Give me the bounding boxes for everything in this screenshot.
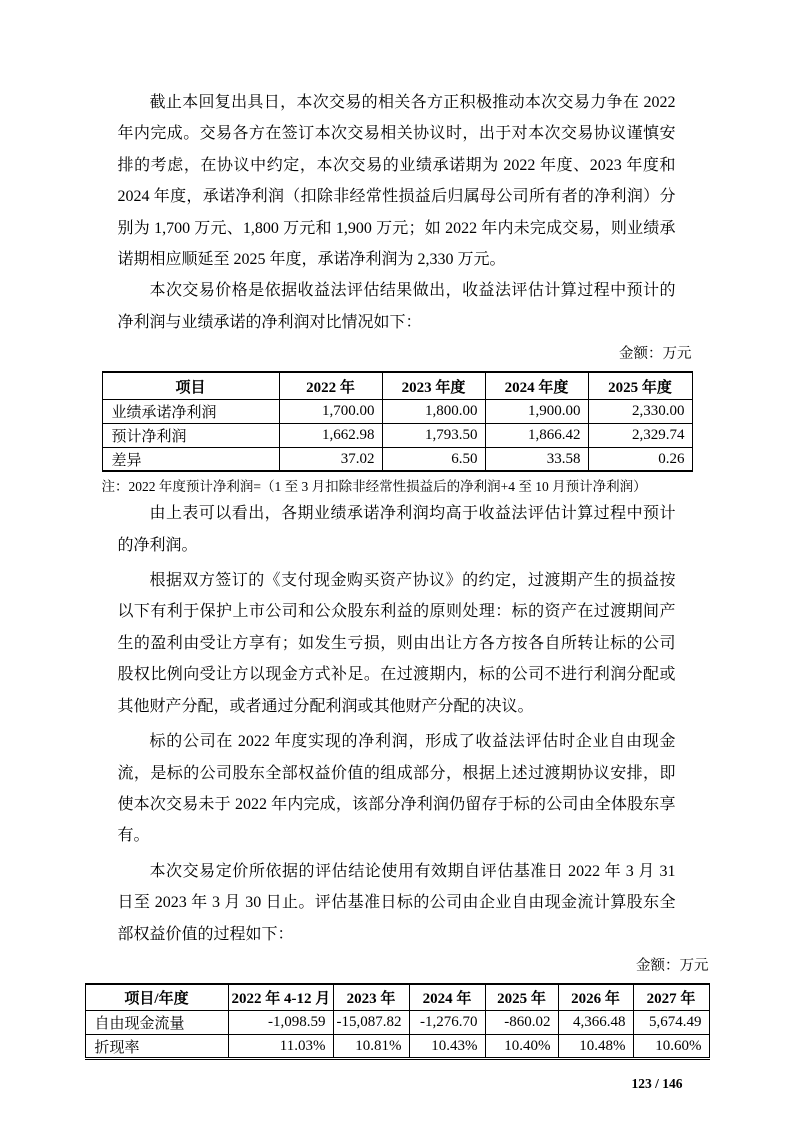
paragraph-price-basis: 本次交易价格是依据收益法评估结果做出，收益法评估计算过程中预计的净利润与业绩承诺的净利润对比情况如下： [117, 282, 676, 331]
table1-header-cell: 项目 [102, 372, 279, 399]
table1-row [102, 423, 692, 447]
paragraph-table-conclusion: 由上表可以看出，各期业绩承诺净利润均高于收益法评估计算过程中预计的净利润。 [117, 505, 676, 554]
paragraph-transition-period-terms: 根据双方签订的《支付现金购买资产协议》的约定，过渡期产生的损益按以下有利于保护上市公司和公众股东利益的原则处理：标的资产在过渡期间产生的盈利由受让方享有；如发生亏损，则由出让方各方按各自所转让标的公司股权比例向受让方以现金方式补足。在过渡期内，标的公司不进行利润分配或其他财产分配，或者通过分配利润或其他财产分配的决议。 [117, 572, 676, 715]
table1-row [102, 447, 692, 471]
table2-row-label: 折现率 [85, 1035, 228, 1059]
table1-cell-value: 2,330.00 [588, 399, 692, 423]
table2-cell-value: -860.02 [485, 1011, 558, 1035]
table2-header-cell: 2023 年 [333, 984, 409, 1011]
table2-cell-value: 5,674.49 [633, 1011, 709, 1035]
table1-cell-value: 1,700.00 [279, 399, 382, 423]
table2-cell-value: 11.03% [228, 1035, 333, 1059]
table2-header-cell: 项目/年度 [85, 984, 228, 1011]
table1-row-label: 差异 [102, 447, 279, 471]
table1-cell-value: 1,900.00 [485, 399, 588, 423]
free-cashflow-table [85, 983, 710, 1061]
table1-row-label: 预计净利润 [102, 423, 279, 447]
table2-cell-value: 10.43% [409, 1035, 485, 1059]
paragraph-valuation-validity: 本次交易定价所依据的评估结论使用有效期自评估基准日 2022 年 3 月 31 日至 2023 年 3 月 30 日止。评估基准日标的公司由企业自由现金流计算股东全部权益价值的过程如下： [117, 862, 676, 943]
table1-unit-label: 金额：万元 [619, 346, 692, 363]
table2-unit-label: 金额：万元 [636, 957, 709, 974]
table1-row [102, 399, 692, 423]
table2-row-label: 自由现金流量 [85, 1011, 228, 1035]
table2-cell-value: -1,098.59 [228, 1011, 333, 1035]
table1-cell-value: 37.02 [279, 447, 382, 471]
page-content [94, 0, 709, 1092]
table2-header-cell: 2024 年 [409, 984, 485, 1011]
table2-cell-value: 10.40% [485, 1035, 558, 1059]
table1-row-label: 业绩承诺净利润 [102, 399, 279, 423]
table2-cell-value: 10.60% [633, 1035, 709, 1059]
table1-cell-value: 6.50 [382, 447, 485, 471]
table2-header-cell: 2026 年 [558, 984, 633, 1011]
table1-cell-value: 1,662.98 [279, 423, 382, 447]
table2-row [85, 1035, 709, 1059]
paragraph-2022-profit-retention: 标的公司在 2022 年度实现的净利润，形成了收益法评估时企业自由现金流，是标的公司股东全部权益价值的组成部分，根据上述过渡期协议安排，即使本次交易未于 2022 年内完成，该部分净利润仍留存于标的公司由全体股东享有。 [117, 733, 676, 845]
table2-cell-value: 10.81% [333, 1035, 409, 1059]
table1-header-cell: 2024 年度 [485, 372, 588, 399]
table1-header-cell: 2022 年 [279, 372, 382, 399]
table1-header-cell: 2025 年度 [588, 372, 692, 399]
table2-row [85, 1011, 709, 1035]
profit-comparison-table [102, 371, 693, 472]
table1-cell-value: 1,800.00 [382, 399, 485, 423]
table1-note: 注：2022 年度预计净利润=（1 至 3 月扣除非经常性损益后的净利润+4 至 10 月预计净利润） [101, 479, 647, 495]
table2-header-cell: 2025 年 [485, 984, 558, 1011]
table2-cell-value: 10.48% [558, 1035, 633, 1059]
table2-cell-value: 4,366.48 [558, 1011, 633, 1035]
table2-cell-value: -1,276.70 [409, 1011, 485, 1035]
table1-cell-value: 1,866.42 [485, 423, 588, 447]
table1-cell-value: 2,329.74 [588, 423, 692, 447]
table2-header-cell: 2027 年 [633, 984, 709, 1011]
table1-cell-value: 1,793.50 [382, 423, 485, 447]
page-number: 123 / 146 [631, 1076, 683, 1092]
table2-header-row [85, 984, 709, 1011]
table1-cell-value: 0.26 [588, 447, 692, 471]
table1-header-row [102, 372, 692, 399]
paragraph-transaction-progress: 截止本回复出具日，本次交易的相关各方正积极推动本次交易力争在 2022 年内完成。交易各方在签订本次交易相关协议时，出于对本次交易协议谨慎安排的考虑，在协议中约定，本次交易的业绩承诺期为 2022 年度、2023 年度和 2024 年度，承诺净利润（扣除非经常性损益后归属母公司所有者的净利润）分别为 1,700 万元、1,800 万元和 1,900 万元；如 2022 年内未完成交易，则业绩承诺期相应顺延至 2025 年度，承诺净利润为 2,330 万元。 [117, 94, 676, 269]
table2-header-cell: 2022 年 4-12 月 [228, 984, 333, 1011]
table1-cell-value: 33.58 [485, 447, 588, 471]
table1-header-cell: 2023 年度 [382, 372, 485, 399]
table2-cell-value: -15,087.82 [333, 1011, 409, 1035]
